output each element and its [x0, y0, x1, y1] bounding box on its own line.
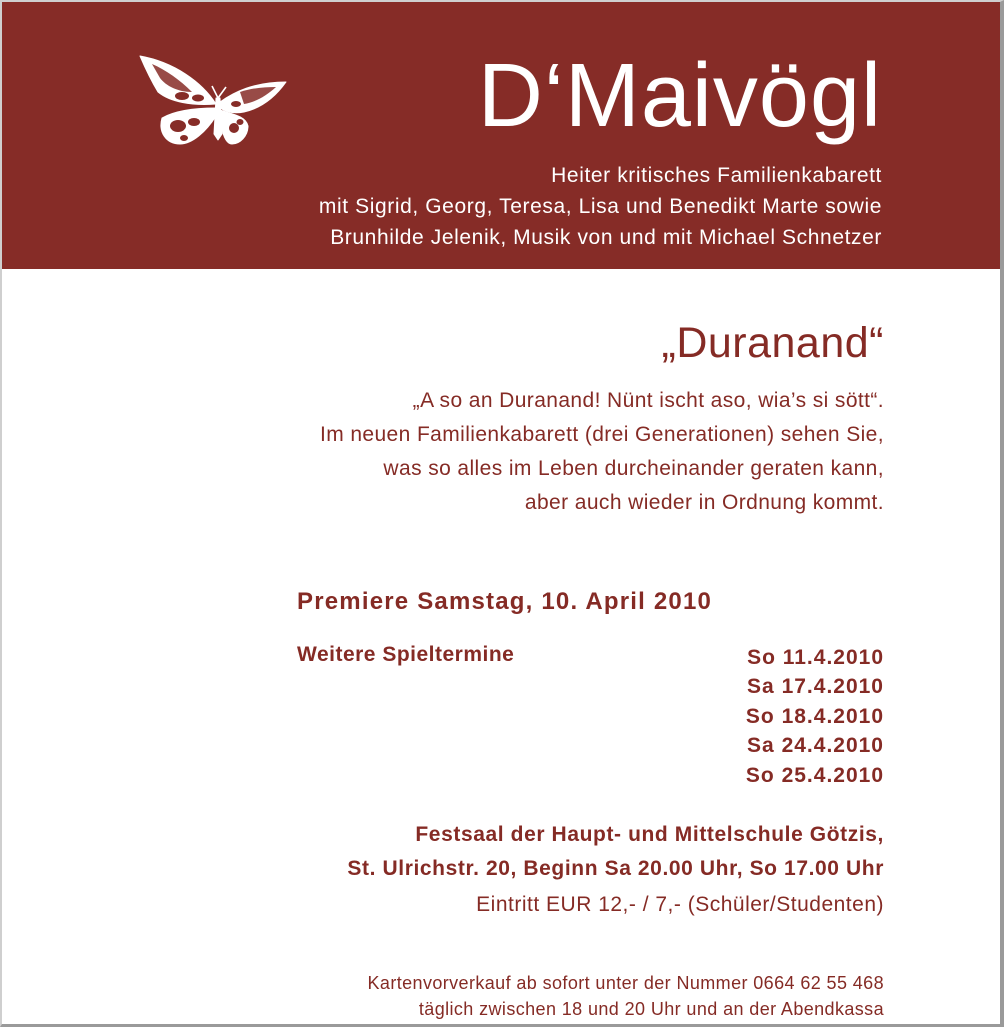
venue-line: St. Ulrichstr. 20, Beginn Sa 20.00 Uhr, So 17.00 Uhr	[347, 857, 884, 880]
intro-line: Im neuen Familienkabarett (drei Generationen) sehen Sie,	[319, 423, 884, 446]
intro-line: „A so an Duranand! Nünt ischt aso, wia’s si sött“.	[412, 389, 884, 412]
premiere-date: Premiere Samstag, 10. April 2010	[297, 588, 713, 615]
ticket-info	[368, 970, 884, 1022]
ticket-line: Kartenvorverkauf ab sofort unter der Nummer 0664 62 55 468	[367, 973, 884, 993]
date-item: So 18.4.2010	[745, 704, 884, 728]
brand-title: D‘Maivögl	[477, 46, 882, 146]
entry-price: Eintritt EUR 12,- / 7,- (Schüler/Studenten)	[476, 893, 884, 916]
date-item: So 25.4.2010	[745, 763, 884, 787]
more-dates-label: Weitere Spieltermine	[297, 643, 515, 666]
date-item: Sa 17.4.2010	[747, 675, 884, 699]
venue-info	[347, 818, 884, 886]
intro-text	[320, 384, 884, 520]
intro-line: aber auch wieder in Ordnung kommt.	[524, 491, 884, 514]
date-item: Sa 24.4.2010	[747, 734, 884, 758]
intro-line: was so alles im Leben durcheinander geraten kann,	[383, 457, 884, 480]
ticket-line: täglich zwischen 18 und 20 Uhr und an der Abendkassa	[418, 999, 884, 1019]
venue-line: Festsaal der Haupt- und Mittelschule Götzis,	[415, 823, 884, 846]
show-title: „Duranand“	[661, 319, 884, 367]
banner-line: Brunhilde Jelenik, Musik von und mit Michael Schnetzer	[330, 226, 882, 249]
butterfly-icon	[136, 52, 288, 148]
banner-line: mit Sigrid, Georg, Teresa, Lisa und Benedikt Marte sowie	[318, 195, 882, 218]
date-item: So 11.4.2010	[747, 646, 884, 669]
banner-subtitle	[319, 160, 882, 253]
dates-list	[746, 643, 884, 790]
banner-line: Heiter kritisches Familienkabarett	[551, 164, 882, 187]
header-banner	[2, 2, 1000, 269]
